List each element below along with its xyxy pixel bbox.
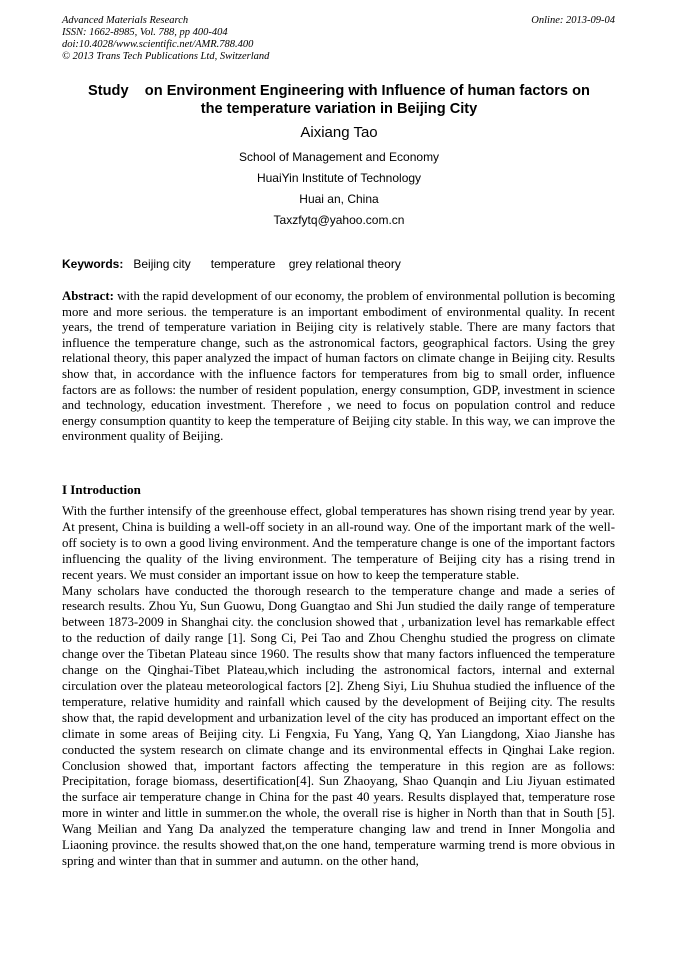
keywords: [62, 257, 615, 272]
abstract-label: Abstract:: [62, 289, 114, 303]
section-heading: I Introduction: [62, 482, 141, 497]
abstract-text: with the rapid development of our economy, the problem of environmental pollution is becoming more and more serious. the temperature is an important embodiment of environmental quality. In recent years, the trend of temperature variation in Beijing city is relatively stable. There are many factors that influence the temperature change, such as the astronomical factors, geographical factors. Using the grey relational theory, this paper analyzed the impact of human factors on climate change in Beijing city. Results show that, in accordance with the influence factors for temperatures from big to small order, influence factors are as follows: the number of resident population, energy consumption, GDP, investment in science and technology, education investment. Therefore , we need to focus on population control and reduce energy consumption quantity to keep the temperature of Beijing city stable. In this way, we can improve the environment quality of Beijing.: [62, 289, 615, 444]
abstract: [62, 289, 615, 445]
introduction-body: [62, 504, 615, 870]
author-institute: HuaiYin Institute of Technology: [256, 171, 422, 185]
online-date: Online: 2013-09-04: [531, 15, 615, 26]
journal-copyright: © 2013 Trans Tech Publications Ltd, Switzerland: [62, 51, 270, 62]
keywords-label: Keywords:: [62, 257, 124, 271]
title-line-2: the temperature variation in Beijing City: [200, 101, 478, 117]
author-email: Taxzfytq@yahoo.com.cn: [273, 213, 405, 227]
intro-paragraph-1: With the further intensify of the greenhouse effect, global temperatures has shown rising trend year by year. At present, China is building a well-off society in an all-round way. One of the important mark of the well-off society is to own a good living environment. And the temperature change is one of the important factors influencing the quality of the living environment. The temperature of Beijing city has a rising trend in recent years. We must consider an important issue on how to keep the temperature stable.: [62, 504, 615, 582]
journal-name: Advanced Materials Research: [62, 15, 189, 26]
journal-doi: doi:10.4028/www.scientific.net/AMR.788.400: [62, 39, 254, 50]
keywords-terms: Beijing city temperature grey relational theory: [123, 257, 401, 271]
journal-issn: ISSN: 1662-8985, Vol. 788, pp 400-404: [62, 27, 228, 38]
author-school: School of Management and Economy: [238, 150, 440, 164]
intro-paragraph-2: Many scholars have conducted the thorough research to the temperature change and made a series of research results. Zhou Yu, Sun Guowu, Dong Guangtao and Shi Jun studied the daily range of temperature between 1873-2009 in Shanghai city. the conclusion showed that , urbanization level has remarkable effect to the reduction of daily range [1]. Song Ci, Pei Tao and Zhou Chenghu studied the progress on climate change over the Tibetan Plateau since 1960. The results show that many factors influenced the temperature change on the Qinghai-Tibet Plateau,which including the astronomical factors, internal and external circulation over the plateau meteorological factors [2]. Zheng Siyi, Liu Shuhua studied the influence of the temperature, relative humidity and rainfall which caused by the development of Beijing city. The results show that, the rapid development and urbanization level of the city has produced an important effect on the climate in some areas of Beijing city. Li Fengxia, Fu Yang, Yang Q, Yan Liangdong, Xiao Jianshe has conducted the system research on climate change and its environmental effects in Qinghai Lake region. Conclusion showed that, important factors affecting the temperature in this region are as follows: Precipitation, forage biomass, desertification[4]. Sun Zhaoyang, Shao Quanqin and Liu Jiyuan estimated the surface air temperature change in China for the past 40 years. Results displayed that, temperature rose more in winter and little in summer.on the whole, the overall rise is higher in North than that in South [5]. Wang Meilian and Yang Da analyzed the temperature changing law and trend in Inner Mongolia and Liaoning province. the results showed that,on the one hand, temperature warming trend is more obvious in spring and winter than that in summer and autumn. on the other hand,: [62, 583, 615, 868]
author-location: Huai an, China: [299, 192, 379, 206]
paper-title: [40, 82, 638, 118]
title-line-1: Study on Environment Engineering with Influence of human factors on: [88, 83, 590, 99]
author-name: Aixiang Tao: [300, 124, 378, 141]
journal-header: [62, 15, 615, 63]
